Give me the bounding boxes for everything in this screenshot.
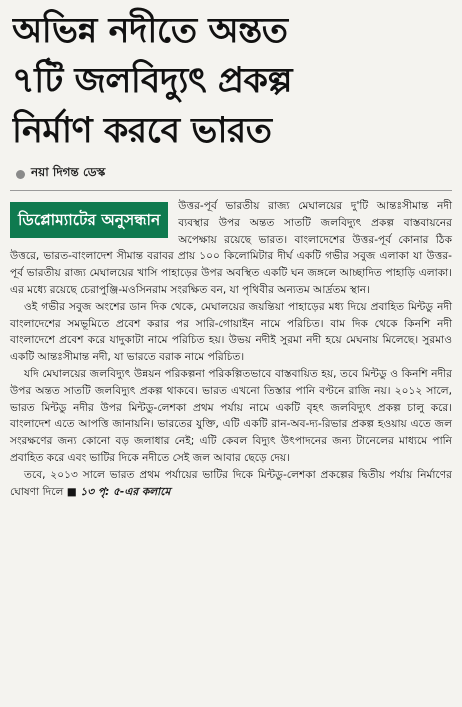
bullet-icon	[16, 170, 25, 179]
article-body	[10, 198, 452, 500]
headline-line-1: অভিন্ন নদীতে অন্তত	[12, 11, 288, 51]
continuation-note: ■ ১৩ পৃ: ৫-এর কলামে	[66, 485, 171, 498]
paragraph-1-text: উত্তর-পূর্ব ভারতীয় রাজ্য মেঘালয়ের দু'টি আন্তঃসীমান্ত নদী ব্যবস্থার উপর অন্তত সাতটি জলবিদ্যুৎ প্রকল্প বাস্তবায়নের অপেক্ষায় রয়েছে ভারত। বাংলাদেশের উত্তর-পূর্ব কোনার ঠিক উত্তরে, ভারত-বাংলাদেশ সীমান্ত বরাবর প্রায় ১০০ কিলোমিটার দীর্ঘ একটি গভীর সবুজ এলাকা যা উত্তর-পূর্ব ভারতীয় রাজ্য মেঘালয়ের খাসি পাহাড়ের উপর অবস্থিত একটি ঘন জঙ্গলে আচ্ছাদিত পাহাড়ি এলাকা। এর মধ্যে রয়েছে চেরাপুঞ্জি-মওসিনরাম সংরক্ষিত বন, যা পৃথিবীর অন্যতম আর্দ্রতম স্থান।	[10, 200, 452, 296]
kicker-box: ডিপ্লোম্যাটের অনুসন্ধান	[10, 202, 168, 238]
byline	[16, 164, 452, 184]
headline-line-2: ৭টি জলবিদ্যুৎ প্রকল্প	[12, 61, 292, 101]
headline	[12, 6, 452, 156]
paragraph-2: ওই গভীর সবুজ অংশের ডান দিক থেকে, মেঘালয়ের জয়ন্তিয়া পাহাড়ের মধ্য দিয়ে প্রবাহিত মিন্টডু নদী বাংলাদেশের সমভূমিতে প্রবেশ করার পর সারি-গোয়াইন নামে পরিচিত। বাম দিক থেকে কিনশি নদী বাংলাদেশে প্রবেশ করে যাদুকাটা নামে পরিচিত হয়। উভয় নদীই সুরমা নদী হয়ে মেঘনায় মিলেছে। সুরমাও একটি আন্তঃসীমান্ত নদী, যা ভারতে বরাক নামে পরিচিত।	[10, 300, 452, 364]
paragraph-3: যদি মেঘালয়ের জলবিদ্যুৎ উন্নয়ন পরিকল্পনা পরিকল্পিতভাবে বাস্তবায়িত হয়, তবে মিন্টডু ও কিনশি নদীর উপর অন্তত সাতটি জলবিদ্যুৎ প্রকল্প থাকবে। ভারত এখনো তিস্তার পানি বণ্টনে রাজি নয়। ২০১২ সালে, ভারত মিন্টডু নদীর উপর মিন্টডু-লেশকা প্রথম পর্যায় নামে একটি বৃহৎ জলবিদ্যুৎ প্রকল্প চালু করে। বাংলাদেশ এতে আপত্তি জানায়নি। ভারতের যুক্তি, এটি একটি রান-অব-দ্য-রিভার প্রকল্প হওয়ায় এতে জল সংরক্ষণের জন্য কোনো বড় জলাধার নেই; এটি কেবল বিদ্যুৎ উৎপাদনের জন্য টানেলের মাধ্যমে পানি প্রবাহিত করে এবং ভাটির দিকে নদীতে সেই জল আবার ছেড়ে দেয়।	[10, 367, 452, 464]
headline-line-3: নির্মাণ করবে ভারত	[12, 111, 272, 151]
paragraph-4	[10, 467, 452, 501]
paragraph-4-text: তবে, ২০১৩ সালে ভারত প্রথম পর্যায়ের ভাটির দিকে মিন্টডু-লেশকা প্রকল্পের দ্বিতীয় পর্যায় নির্মাণের ঘোষণা দিলে	[10, 468, 452, 498]
byline-text: নয়া দিগন্ত ডেস্ক	[31, 165, 106, 179]
divider	[10, 190, 452, 191]
paragraph-1	[10, 198, 452, 299]
